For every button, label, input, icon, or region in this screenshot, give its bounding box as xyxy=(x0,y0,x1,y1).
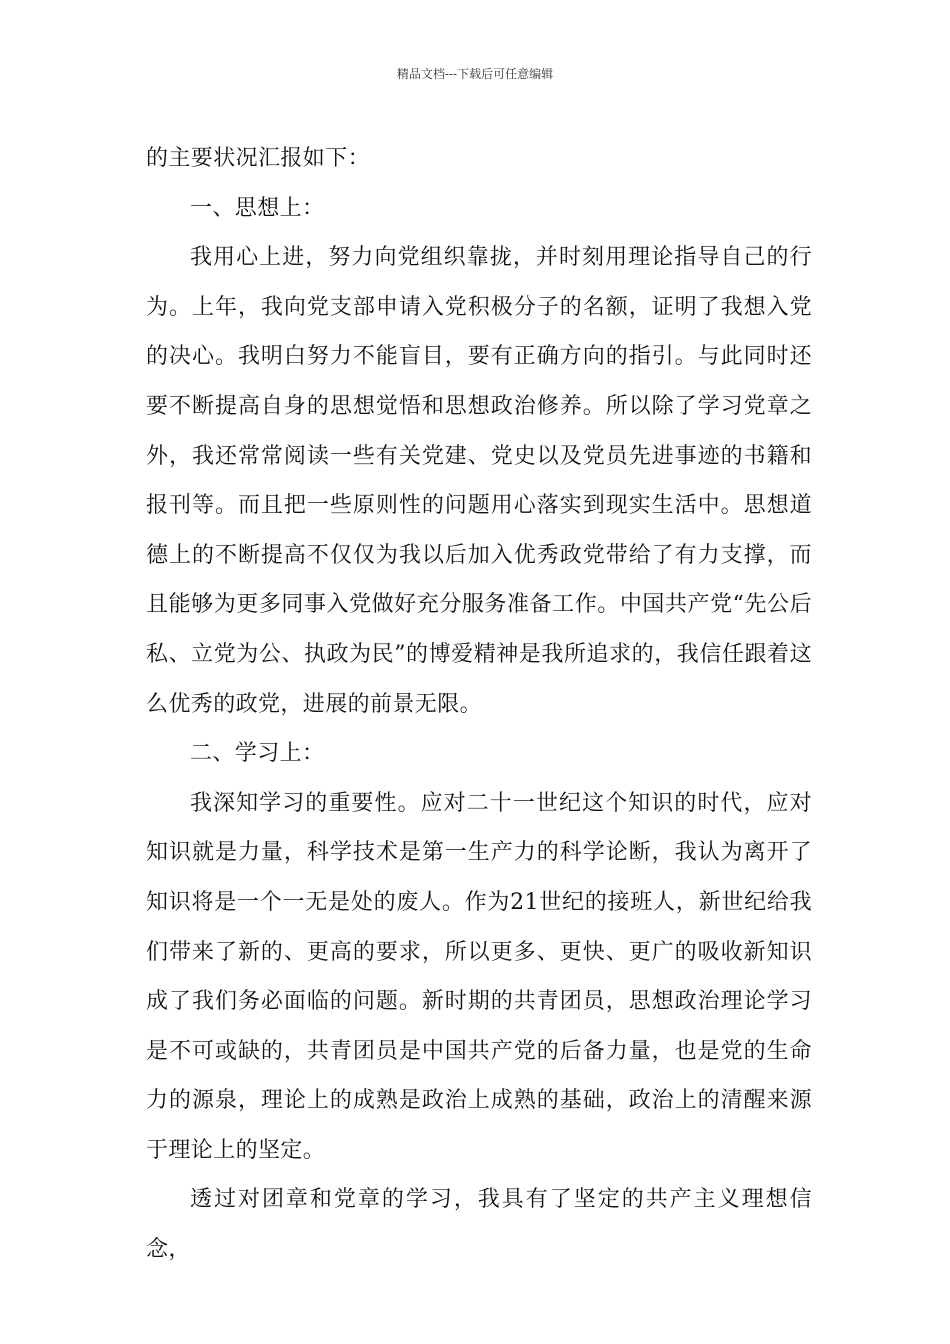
paragraph-charter-study: 透过对团章和党章的学习，我具有了坚定的共产主义理想信念， xyxy=(146,1187,812,1263)
paragraph-study: 我深知学习的重要性。应对二十一世纪这个知识的时代，应对知识就是力量，科学技术是第一生产力的科学论断，我认为离开了知识将是一个一无是处的废人。作为21世纪的接班人，新世纪给我们带来了新的、更高的要求，所以更多、更快、更广的吸收新知识成了我们务必面临的问题。新时期的共青团员，思想政治理论学习是不可或缺的，共青团员是中国共产党的后备力量，也是党的生命力的源泉，理论上的成熟是政治上成熟的基础，政治上的清醒来源于理论上的坚定。 xyxy=(146,790,812,1163)
document-body xyxy=(146,134,812,1275)
page-header: 精品文档---下载后可任意编辑 xyxy=(396,67,554,81)
paragraph-ideology: 我用心上进，努力向党组织靠拢，并时刻用理论指导自己的行为。上年，我向党支部申请入党积极分子的名额，证明了我想入党的决心。我明白努力不能盲目，要有正确方向的指引。与此同时还要不断提高自身的思想觉悟和思想政治修养。所以除了学习党章之外，我还常常阅读一些有关党建、党史以及党员先进事迹的书籍和报刊等。而且把一些原则性的问题用心落实到现实生活中。思想道德上的不断提高不仅仅为我以后加入优秀政党带给了有力支撑，而且能够为更多同事入党做好充分服务准备工作。中国共产党“先公后私、立党为公、执政为民”的博爱精神是我所追求的，我信任跟着这么优秀的政党，进展的前景无限。 xyxy=(146,245,812,717)
section-heading-ideology: 一、思想上： xyxy=(190,195,325,221)
paragraph-continuation: 的主要状况汇报如下： xyxy=(146,146,371,171)
section-heading-study: 二、学习上： xyxy=(190,741,325,767)
